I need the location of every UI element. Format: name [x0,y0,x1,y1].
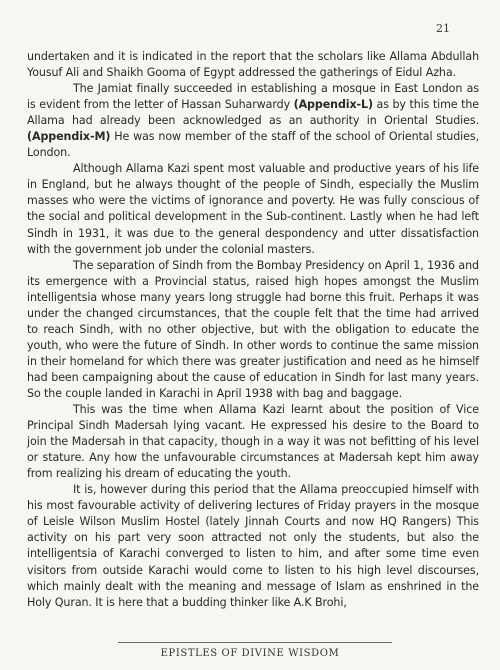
paragraph-text: undertaken and it is indicated in the report that the scholars like Allama Abdullah Yousuf Ali and Shaikh Gooma of Egypt addressed the gatherings of Eidul Azha. [27,50,479,80]
paragraph-text: The Jamiat finally succeeded in establishing a mosque in East London as is evident from the letter of Hassan Suharwardy [27,82,479,112]
appendix-reference: (Appendix-L) [293,98,373,112]
paragraph-text: It is, however during this period that the Allama preoccupied himself with his most favourable activity of delivering lectures of Friday prayers in the mosque of Leisle Wilson Muslim Hostel (lately Jinnah Courts and now HQ Rangers) This activity on his part very soon attracted not only the students, but also the intelligentsia of Karachi converged to listen to him, and after some time even visitors from outside Karachi would come to listen to his high level discourses, which mainly dealt with the meaning and message of Islam as enshrined in the Holy Quran. It is here that a budding thinker like A.K Brohi, [27,483,479,609]
paragraph-text: Although Allama Kazi spent most valuable and productive years of his life in England, but he always thought of the people of Sindh, especially the Muslim masses who were the victims of ignorance and poverty. He was fully conscious of the social and political development in the Sub-continent. Lastly when he had left Sindh in 1931, it was due to the general despondency and utter dissatisfaction with the government job under the colonial masters. [27,162,479,256]
paragraph [27,49,479,81]
paragraph-text: This was the time when Allama Kazi learnt about the position of Vice Principal Sindh Madersah lying vacant. He expressed his desire to the Board to join the Madersah in that capacity, though in a way it was not befitting of his level or stature. Any how the unfavourable circumstances at Madersah kept him away from realizing his dream of educating the youth. [27,403,479,481]
paragraph [27,482,479,610]
body-text [27,49,479,611]
paragraph [27,258,479,402]
appendix-reference: (Appendix-M) [27,130,111,144]
footer-rule [118,642,392,643]
paragraph-text: as by this time the Allama had already been acknowledged as an authority in Oriental Studies. [27,98,479,128]
paragraph [27,81,479,161]
paragraph [27,161,479,257]
footer-title: EPISTLES OF DIVINE WISDOM [160,648,340,659]
paragraph [27,402,479,482]
page-number: 21 [436,22,450,35]
paragraph-text: He was now member of the staff of the school of Oriental studies, London. [27,130,479,160]
paragraph-text: The separation of Sindh from the Bombay Presidency on April 1, 1936 and its emergence with a Provincial status, raised high hopes amongst the Muslim intelligentsia whose many years long struggle had borne this fruit. Perhaps it was under the changed circumstances, that the couple felt that the time had arrived to reach Sindh, with no other objective, but with the obligation to educate the youth, who were the future of Sindh. In other words to continue the same mission in their homeland for which there was greater justification and need as he himself had been campaigning about the cause of education in Sindh for last many years. So the couple landed in Karachi in April 1938 with bag and baggage. [27,258,479,400]
